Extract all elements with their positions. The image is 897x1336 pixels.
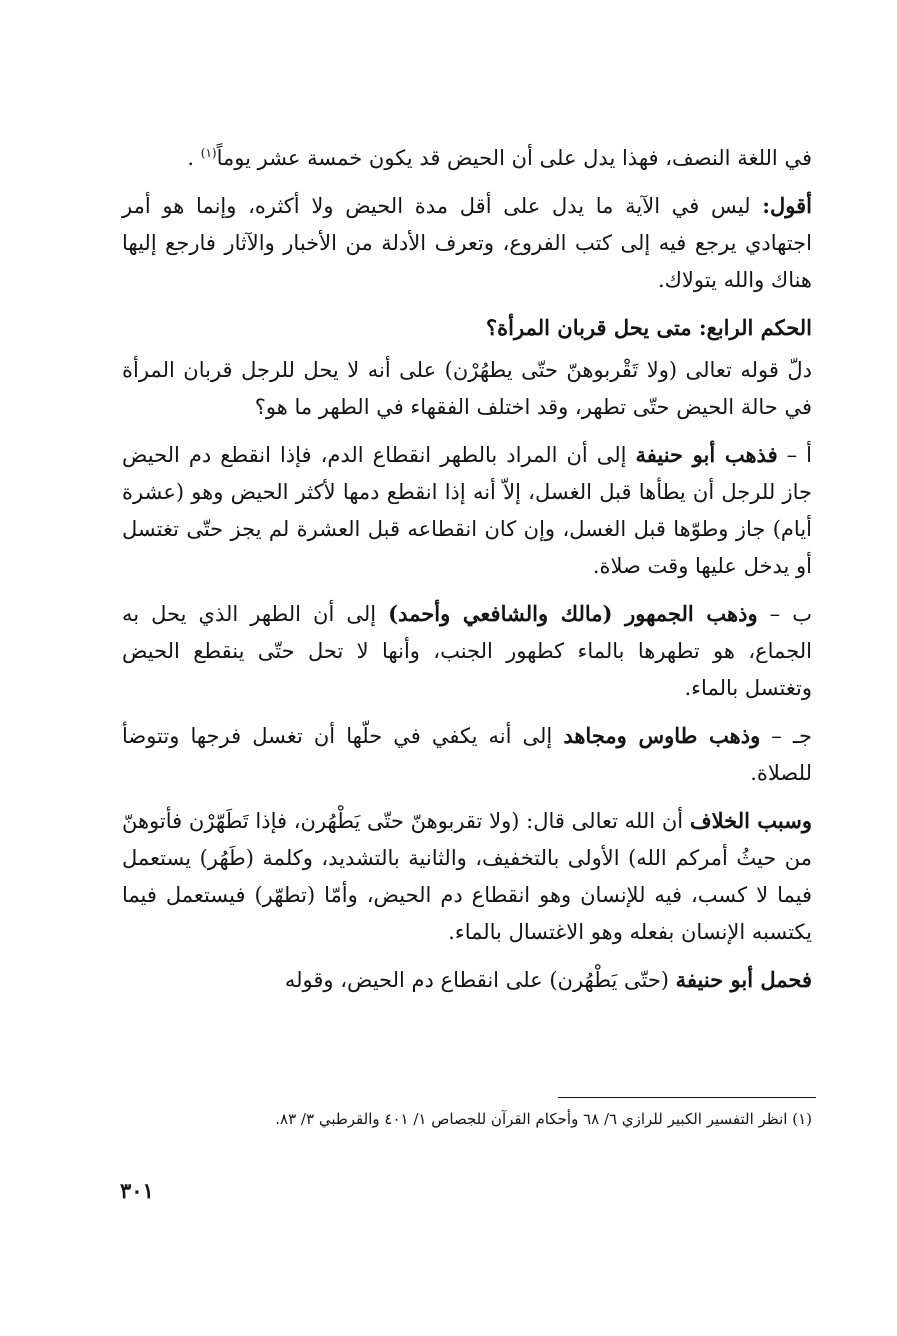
section-heading: الحكم الرابع: متى يحل قربان المرأة؟ — [486, 315, 812, 340]
page-number: ٣٠١ — [120, 1178, 154, 1203]
paragraph-8-text: (حتّى يَطْهُرن) على انقطاع دم الحيض، وقوله — [284, 968, 676, 992]
paragraph-4-text: إلى أن المراد بالطهر انقطاع الدم، فإذا انقطع دم الحيض جاز للرجل أن يطأها قبل الغسل، إلاّ أنه إذا انقطع دمها لأكثر الحيض وهو (عشرة أيام) جاز وطوّها قبل الغسل، وإن كان انقطاعه قبل العشرة لم يجز حتّى تغتسل أو يدخل عليها وقت صلاة. — [122, 443, 812, 578]
paragraph-3-text: دلّ قوله تعالى (ولا تَقْربوهنّ حتّى يطهُرْن) على أنه لا يحل للرجل قربان المرأة في حالة الحيض حتّى تطهر، وقد اختلف الفقهاء في الطهر ما هو؟ — [122, 358, 812, 419]
paragraph-5-marker: ب – — [757, 602, 813, 626]
paragraph-6-text: إلى أنه يكفي في حلّها أن تغسل فرجها وتتوضأ للصلاة. — [122, 724, 812, 785]
paragraph-1-text: في اللغة النصف، فهذا يدل على أن الحيض قد يكون خمسة عشر يوماً — [216, 146, 812, 170]
paragraph-3 — [122, 352, 812, 426]
paragraph-1 — [122, 140, 812, 177]
paragraph-5-text: إلى أن الطهر الذي يحل به الجماع، هو تطهرها بالماء كطهور الجنب، وأنها لا تحل حتّى ينقطع الحيض وتغتسل بالماء. — [122, 602, 812, 700]
footnote-divider — [558, 1097, 816, 1098]
paragraph-4 — [122, 436, 812, 585]
paragraph-8-lead: فحمل أبو حنيفة — [675, 967, 812, 992]
paragraph-4-marker: أ – — [777, 443, 812, 467]
paragraph-5 — [122, 595, 812, 707]
page-body — [122, 140, 812, 999]
paragraph-6 — [122, 717, 812, 792]
footnote-ref[interactable]: (١) — [200, 146, 217, 160]
paragraph-6-marker: جـ – — [760, 724, 813, 748]
paragraph-6-lead: وذهب طاوس ومجاهد — [563, 723, 761, 748]
paragraph-1-end: . — [187, 146, 201, 170]
paragraph-5-lead: وذهب الجمهور (مالك والشافعي وأحمد) — [388, 601, 758, 626]
paragraph-2-lead: أقول: — [762, 193, 812, 218]
paragraph-7-text: أن الله تعالى قال: (ولا تقربوهنّ حتّى يَطْهُرن، فإذا تَطَهّرْن فأتوهنّ من حيثُ أمركم الله) الأولى بالتخفيف، والثانية بالتشديد، وكلمة (طَهُر) يستعمل فيما لا كسب، فيه للإنسان وهو انقطاع دم الحيض، وأمّا (تطهّر) فيستعمل فيما يكتسبه الإنسان بفعله وهو الاغتسال بالماء. — [122, 809, 812, 944]
paragraph-7-lead: وسبب الخلاف — [689, 808, 812, 833]
paragraph-7 — [122, 802, 812, 951]
footnote: (١) انظر التفسير الكبير للرازي ٦/ ٦٨ وأحكام القرآن للجصاص ١/ ٤٠١ والقرطبي ٣/ ٨٣. — [275, 1110, 812, 1128]
paragraph-4-lead: فذهب أبو حنيفة — [635, 442, 778, 467]
paragraph-2 — [122, 187, 812, 299]
paragraph-2-text: ليس في الآية ما يدل على أقل مدة الحيض ولا أكثره، وإنما هو أمر اجتهادي يرجع فيه إلى كتب الفروع، وتعرف الأدلة من الأخبار والآثار فارجع إليها هناك والله يتولاك. — [122, 194, 812, 292]
paragraph-8 — [122, 961, 812, 999]
